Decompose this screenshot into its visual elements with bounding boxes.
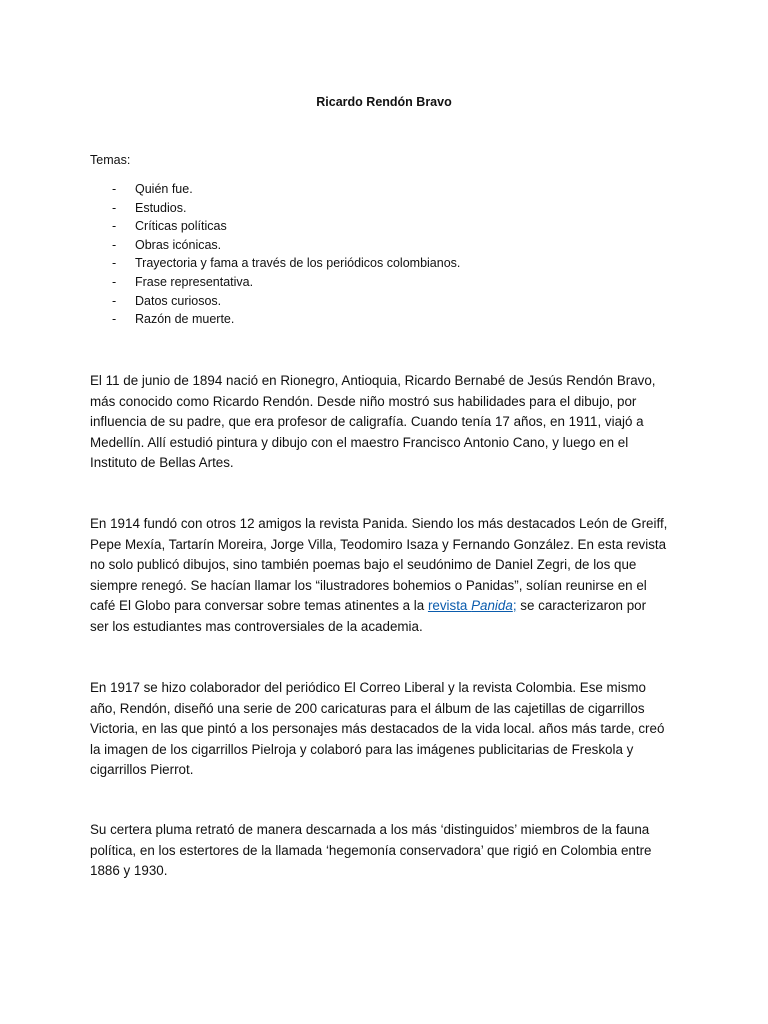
paragraph-correo-liberal xyxy=(90,678,690,781)
paragraph-line: política, en los estertores de la llamada ‘hegemonía conservadora’ que rigió en Colombia entre xyxy=(90,842,652,858)
link-text-tail: ; xyxy=(512,598,517,613)
list-item-text: Razón de muerte. xyxy=(135,312,235,327)
paragraph-line: Medellín. Allí estudió pintura y dibujo con el maestro Francisco Antonio Cano, y luego en el xyxy=(90,434,629,450)
list-item-text: Estudios. xyxy=(135,200,187,215)
list-item-text: Quién fue. xyxy=(135,182,193,196)
paragraph-line: ser los estudiantes mas controversiales de la academia. xyxy=(90,618,423,634)
paragraph-line: Victoria, en las que pintó a los personajes más destacados de la vida local. años más tarde, creó xyxy=(90,721,665,736)
document-title: Ricardo Rendón Bravo xyxy=(316,95,452,109)
paragraph-political-caricature xyxy=(90,820,690,882)
paragraph-line: no solo publicó dibujos, sino también poemas bajo el seudónimo de Daniel Zegri, de los que xyxy=(90,557,637,572)
paragraph-text: se caracterizaron por xyxy=(516,598,647,613)
link-text: revista xyxy=(427,598,472,613)
paragraph-line: El 11 de junio de 1894 nació en Rionegro, Antioquia, Ricardo Bernabé de Jesús Rendón Bravo, xyxy=(90,373,656,388)
paragraph-line xyxy=(90,596,690,617)
list-bullet: - xyxy=(112,256,117,271)
list-item-text: Trayectoria y fama a través de los periódicos colombianos. xyxy=(135,256,461,271)
list-item-text: Frase representativa. xyxy=(135,274,254,289)
paragraph-line: Su certera pluma retrató de manera descarnada a los más ‘distinguidos’ miembros de la fauna xyxy=(90,822,650,837)
paragraph-line: En 1917 se hizo colaborador del periódico El Correo Liberal y la revista Colombia. Ese mismo xyxy=(90,680,646,695)
paragraph-birth-and-studies xyxy=(90,371,690,474)
paragraph-line: la imagen de los cigarrillos Pielroja y colaboró para las imágenes publicitarias de Freskola y xyxy=(90,741,634,757)
paragraph-line: influencia de su padre, que era profesor de caligrafía. Cuando tenía 17 años, en 1911, viajó a xyxy=(90,414,644,429)
paragraph-line: más conocido como Ricardo Rendón. Desde niño mostró sus habilidades para el dibujo, por xyxy=(90,393,637,409)
paragraph-text: café El Globo para conversar sobre temas atinentes a la xyxy=(90,598,428,613)
paragraph-line: 1886 y 1930. xyxy=(90,863,168,878)
paragraph-panida-magazine xyxy=(90,514,690,637)
revista-panida-link[interactable] xyxy=(428,598,517,613)
list-bullet: - xyxy=(112,237,117,252)
list-item-text: Obras icónicas. xyxy=(135,237,222,252)
paragraph-line: siempre renegó. Se hacían llamar los “ilustradores bohemios o Panidas”, solían reunirse en el xyxy=(90,577,647,593)
list-bullet: - xyxy=(112,312,117,327)
list-item-text: Datos curiosos. xyxy=(135,293,222,308)
paragraph-line: año, Rendón, diseñó una serie de 200 caricaturas para el álbum de las cajetillas de cigarrillos xyxy=(90,700,645,716)
paragraph-line: Pepe Mexía, Tartarín Moreira, Jorge Villa, Teodomiro Isaza y Fernando González. En esta revista xyxy=(90,536,667,552)
paragraph-line: Instituto de Bellas Artes. xyxy=(90,455,234,470)
list-bullet: - xyxy=(112,274,117,289)
list-bullet: - xyxy=(112,182,117,196)
list-item-text: Críticas políticas xyxy=(135,219,227,234)
paragraph-line: En 1914 fundó con otros 12 amigos la revista Panida. Siendo los más destacados León de Greiff, xyxy=(90,516,668,531)
paragraph-line: cigarrillos Pierrot. xyxy=(90,762,194,777)
topics-label: Temas: xyxy=(90,153,131,167)
list-bullet: - xyxy=(112,219,117,234)
list-bullet: - xyxy=(112,293,117,308)
link-text-italic: Panida xyxy=(471,598,513,613)
list-bullet: - xyxy=(112,200,117,215)
